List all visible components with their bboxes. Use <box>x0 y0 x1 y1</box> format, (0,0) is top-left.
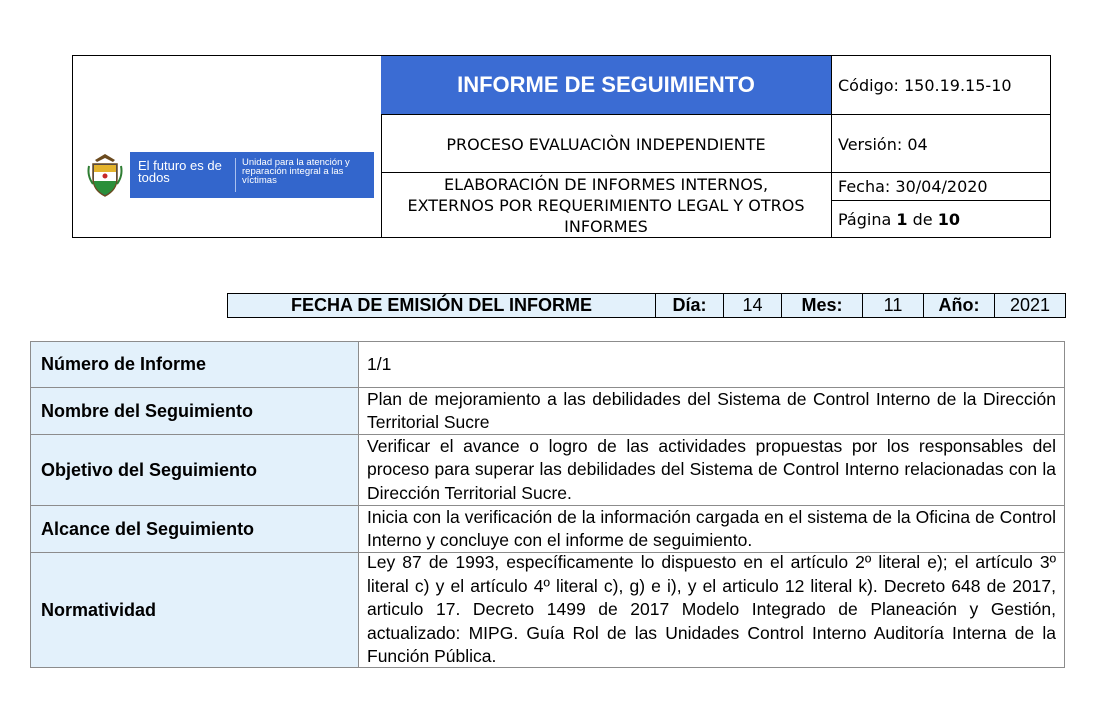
header-divider <box>831 56 832 237</box>
year-value: 2021 <box>1009 295 1051 315</box>
document-date: Fecha: 30/04/2020 <box>838 177 988 196</box>
row-value-text: 1/1 <box>367 353 392 374</box>
row-value <box>367 342 1056 387</box>
report-info-table <box>30 341 1065 668</box>
page-prefix: Página <box>838 210 892 229</box>
row-value-text: Inicia con la verificación de la información cargada en el sistema de la Oficina de Control Interno y concluye con el informe de seguimiento. <box>367 506 1056 550</box>
month-label: Mes: <box>782 294 863 317</box>
row-value-text: Plan de mejoramiento a las debilidades del Sistema de Control Interno de la Dirección Territorial Sucre <box>367 388 1056 432</box>
subprocess-text: ELABORACIÓN DE INFORMES INTERNOS, EXTERNOS POR REQUERIMIENTO LEGAL Y OTROS INFORMES <box>407 175 805 236</box>
colombia-coat-of-arms-icon <box>85 152 125 198</box>
month-value: 11 <box>863 294 924 317</box>
year-label: Año: <box>924 294 995 317</box>
row-label: Normatividad <box>31 553 359 667</box>
emission-date-row <box>227 293 1066 318</box>
table-row <box>31 506 1064 553</box>
table-row <box>31 553 1064 667</box>
row-label: Nombre del Seguimiento <box>31 388 359 434</box>
logo-main-text: El futuro es de todos <box>138 158 222 185</box>
page-current: 1 <box>896 210 908 229</box>
page-of: de <box>912 210 933 229</box>
row-label: Alcance del Seguimiento <box>31 506 359 552</box>
logo-sub-text: Unidad para la atención y reparación integral a las víctimas <box>242 157 350 186</box>
document-code: Código: 150.19.15-10 <box>838 75 1012 95</box>
row-value-text: Ley 87 de 1993, específicamente lo dispuesto en el artículo 2º literal e); el artículo 3º literal c) y el artículo 4º literal c), g) e i), y el articulo 12 literal k). Decreto 648 de 2017, articulo 17. Decreto 1499 de 2017 Modelo Integrado de Planeación y Gestión, actualizado: MIPG. Guía Rol de las Unidades Control Interno Auditoría Interna de la Función Pública. <box>367 552 1056 667</box>
process-name: PROCESO EVALUACIÒN INDEPENDIENTE <box>446 134 766 154</box>
table-row <box>31 435 1064 506</box>
day-label: Día: <box>656 294 724 317</box>
row-label: Número de Informe <box>31 342 359 387</box>
logo-divider <box>235 158 236 192</box>
page-total: 10 <box>937 210 960 229</box>
day-value: 14 <box>724 294 782 317</box>
page-indicator <box>838 201 1050 238</box>
document-version: Versión: 04 <box>838 134 928 154</box>
table-row <box>31 342 1064 388</box>
row-value <box>367 435 1056 505</box>
row-label: Objetivo del Seguimiento <box>31 435 359 505</box>
row-value <box>367 553 1056 667</box>
row-value-text: Verificar el avance o logro de las actividades propuestas por los responsables del proceso para superar las debilidades del Sistema de Control Interno relacionadas con la Dirección Territorial Sucre. <box>367 435 1056 503</box>
table-row <box>31 388 1064 435</box>
row-value <box>367 506 1056 552</box>
document-title: INFORME DE SEGUIMIENTO <box>381 56 831 114</box>
subprocess-name <box>381 173 831 238</box>
row-value <box>367 388 1056 434</box>
emission-label: FECHA DE EMISIÓN DEL INFORME <box>228 294 656 317</box>
